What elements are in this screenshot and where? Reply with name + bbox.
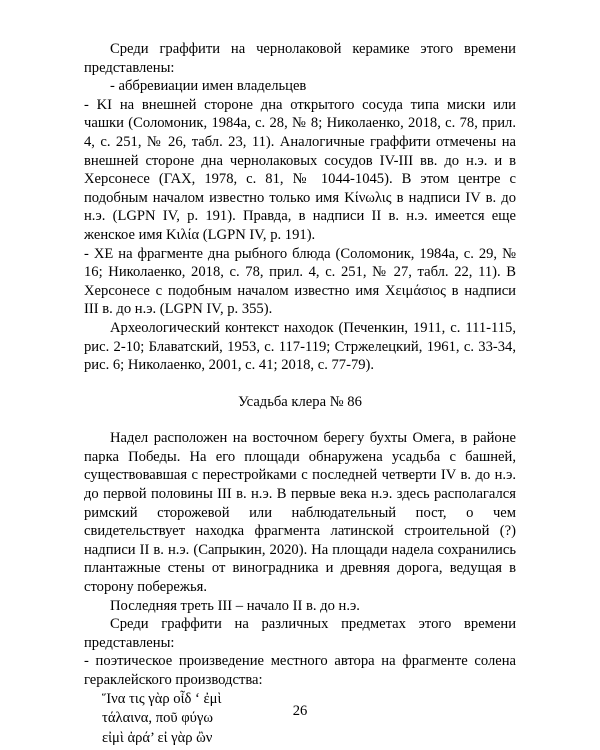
page-number: 26 — [292, 703, 308, 719]
paragraph-graffiti-intro: Среди граффити на чернолаковой керамике этого времени представлены: — [84, 41, 516, 76]
verse-line: Ἵνα τις γὰρ οἶδ ‘ ἐμὶ — [102, 690, 222, 707]
paragraph-xe-graffito: - XE на фрагменте дна рыбного блюда (Соломоник, 1984а, с. 29, № 16; Николаенко, 2018, с. 78, прил. 4, с. 251, № 27, табл. 22, 11). В Херсонесе с подобным началом известно имя Χειμάσιος в надписи III в. до н.э. (LGPN IV, p. 355). — [84, 245, 516, 318]
paragraph-ki-graffito: - KI на внешней стороне дна открытого сосуда типа миски или чашки (Соломоник, 1984а, с. 28, № 8; Николаенко, 2018, с. 78, прил. 4, с. 251, № 26, табл. 23, 11). Аналогичные граффити отмечены на внешней стороне дна чернолаковых сосудов IV-III вв. до н.э. и в Херсонесе (ГАХ, 1978, с. 81, № 1044-1045). В этом центре с подобным началом известно только имя Κίνωλις в надписи IV в. до н.э. (LGPN IV, p. 191). Правда, в надписи II в. н.э. имеется еще женское имя Κιλία (LGPN IV, p. 191). — [84, 96, 516, 243]
paragraph-date-range: Последняя треть III – начало II в. до н.э. — [110, 597, 360, 614]
document-page — [84, 40, 516, 748]
paragraph-abbreviations: - аббревиации имен владельцев — [110, 78, 307, 95]
paragraph-archaeological-context: Археологический контекст находок (Печенкин, 1911, с. 111-115, рис. 2-10; Блаватский, 1953, с. 117-119; Стржелецкий, 1961, с. 33-34, рис. 6; Николаенко, 2001, с. 41; 2018, с. 77-79). — [84, 319, 516, 374]
verse-line: εἰμὶ ἀρά’ εἰ γὰρ ὢν — [102, 729, 213, 746]
paragraph-graffiti-objects: Среди граффити на различных предметах этого времени представлены: — [84, 616, 516, 651]
verse-line: τάλαινα, ποῦ φύγω — [102, 710, 213, 727]
paragraph-poetic-work: - поэтическое произведение местного автора на фрагменте солена гераклейского производства: — [84, 653, 516, 688]
paragraph-allotment-description: Надел расположен на восточном берегу бухты Омега, в районе парка Победы. На его площади обнаружена усадьба с башней, существовавшая с перестройками с последней четверти IV в. до н.э. до первой половины III в. н.э. В первые века н.э. здесь располагался римский сторожевой или наблюдательный пост, о чем свидетельствует находка фрагмента латинской строительной (?) надписи II в. н.э. (Сапрыкин, 2020). На площади надела сохранились плантажные стены от виноградника и древняя дорога, ведущая в сторону побережья. — [84, 430, 516, 596]
section-heading: Усадьба клера № 86 — [238, 393, 362, 410]
